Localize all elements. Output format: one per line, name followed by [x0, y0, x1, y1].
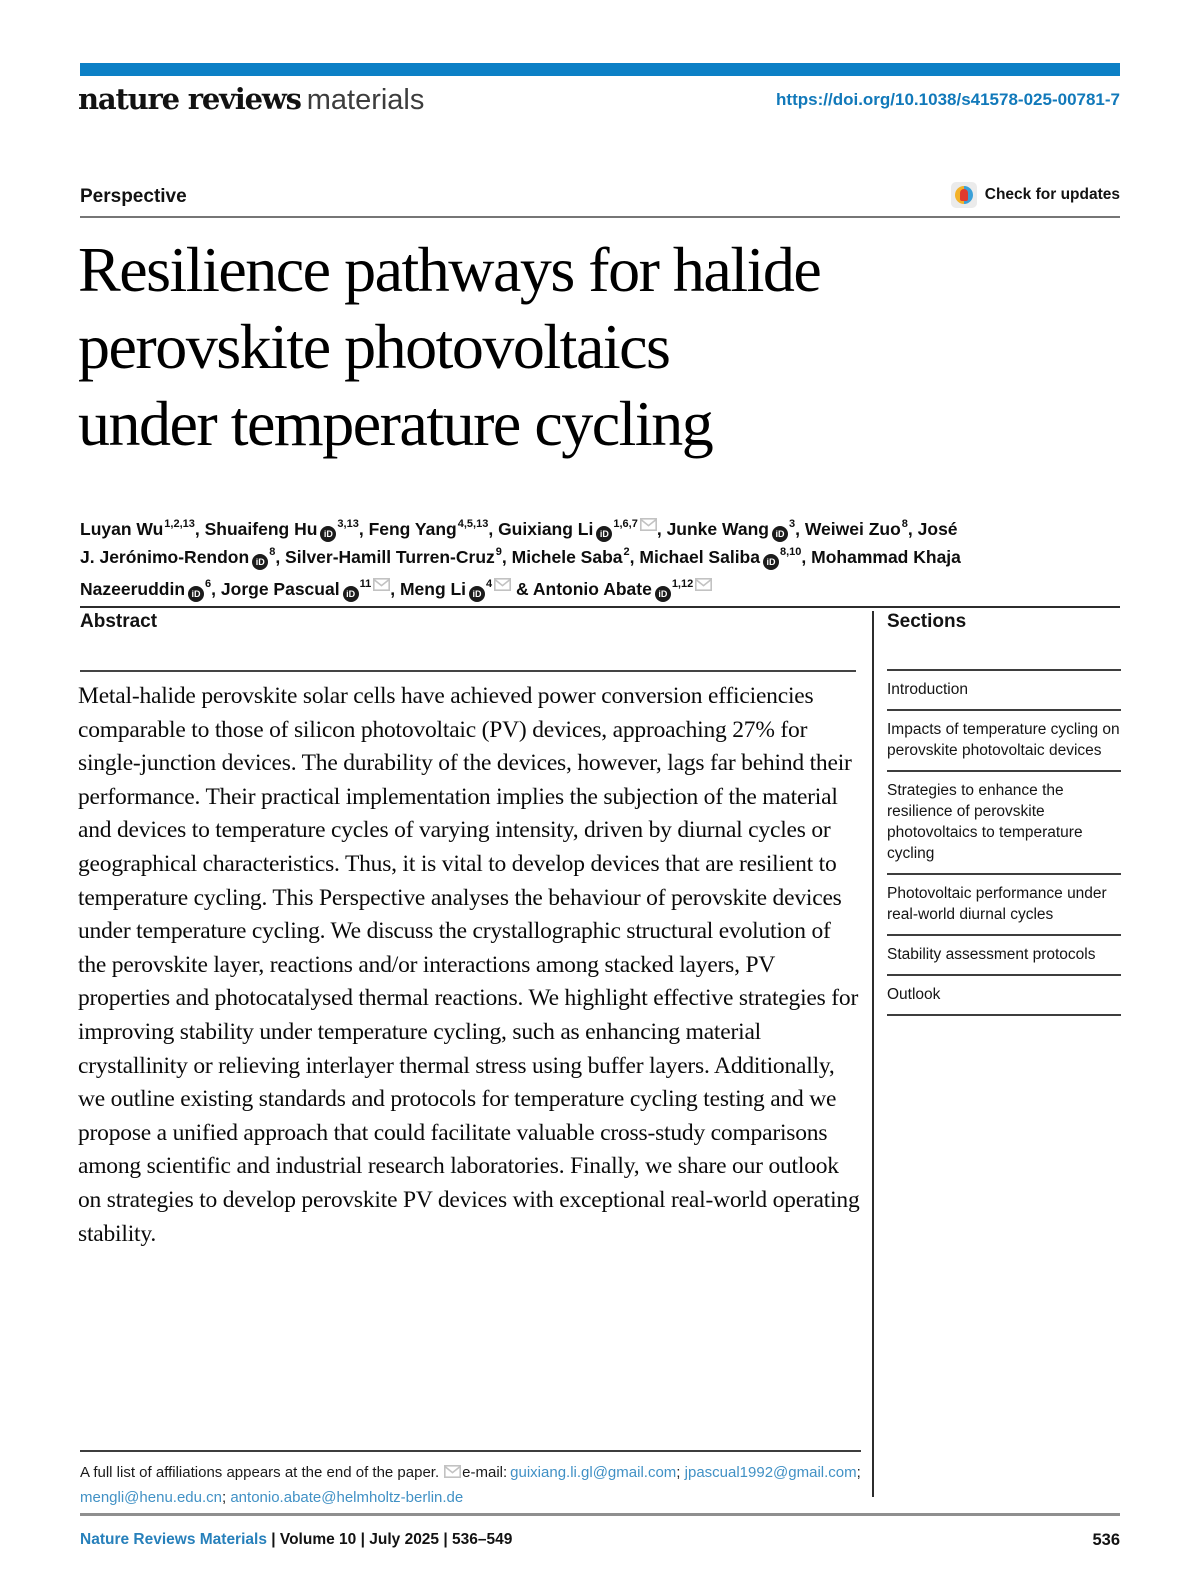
corresponding-email-icon[interactable] [373, 571, 390, 599]
corresponding-email-icon[interactable] [640, 511, 657, 539]
article-title-line-3: under temperature cycling [78, 388, 713, 459]
section-link[interactable]: Outlook [887, 976, 1121, 1016]
orcid-icon[interactable]: iD [655, 586, 671, 602]
orcid-icon[interactable]: iD [320, 526, 336, 542]
check-for-updates-label: Check for updates [984, 186, 1120, 203]
author-affiliation-superscript: 1,6,7 [613, 518, 638, 531]
section-link[interactable]: Photovoltaic performance under real-world diurnal cycles [887, 875, 1121, 936]
brand-color-bar [80, 63, 1120, 76]
author-affiliation-superscript: 9 [495, 546, 502, 559]
author-separator: , [358, 519, 369, 539]
author-affiliation-superscript: 8,10 [779, 546, 802, 559]
section-link[interactable]: Stability assessment protocols [887, 936, 1121, 976]
orcid-icon[interactable]: iD [469, 586, 485, 602]
author-affiliation-superscript: 2 [623, 546, 630, 559]
article-title-line-1: Resilience pathways for halide [78, 234, 821, 305]
author-name: Michele Saba [511, 547, 623, 567]
header-divider [80, 216, 1120, 218]
orcid-icon[interactable]: iD [252, 554, 268, 570]
author-affiliation-superscript: 1,2,13 [164, 518, 195, 531]
author-name: Feng Yang [368, 519, 457, 539]
email-separator: ; [676, 1464, 685, 1481]
column-divider [872, 611, 874, 1497]
author-name: Weiwei Zuo [804, 519, 901, 539]
check-for-updates-button[interactable] [951, 182, 1120, 208]
authors-divider [80, 606, 1120, 608]
affiliations-text: A full list of affiliations appears at the end of the paper. [80, 1464, 440, 1481]
author-name: Shuaifeng Hu [204, 519, 318, 539]
author-affiliation-superscript: 4,5,13 [457, 518, 489, 531]
crossmark-icon [951, 182, 977, 208]
corresponding-email-icon[interactable] [494, 571, 511, 599]
author-name: Antonio Abate [532, 579, 652, 599]
sections-heading: Sections [887, 611, 967, 632]
author-separator: , [801, 547, 812, 567]
page-number: 536 [1092, 1531, 1120, 1549]
footnote-divider [80, 1450, 861, 1452]
crossmark-flame [960, 189, 968, 201]
footer-separator: | [356, 1531, 370, 1548]
author-separator: , [275, 547, 286, 567]
author-separator: , [390, 579, 400, 599]
author-name: Silver-Hamill Turren-Cruz [285, 547, 495, 567]
footer-separator: | [266, 1531, 280, 1548]
footer-separator: | [439, 1531, 453, 1548]
doi-link[interactable]: https://doi.org/10.1038/s41578-025-00781-7 [776, 90, 1120, 109]
footer-meta-part: 536–549 [452, 1531, 513, 1548]
author-list [80, 511, 970, 603]
email-separator: ; [222, 1489, 231, 1506]
author-name: José J. Jerónimo-Rendon [80, 519, 958, 567]
author-affiliation-superscript: 6 [205, 578, 212, 591]
author-name: Luyan Wu [80, 519, 164, 539]
author-affiliation-superscript: 4 [486, 578, 493, 591]
email-icon [444, 1462, 461, 1486]
journal-logo [78, 82, 424, 117]
sections-sidebar [887, 611, 1121, 1016]
author-name: Meng Li [399, 579, 467, 599]
footer-journal-link[interactable]: Nature Reviews Materials [80, 1531, 267, 1548]
email-link[interactable]: jpascual1992@gmail.com [684, 1464, 857, 1481]
journal-logo-materials: materials [306, 84, 425, 116]
abstract-text: Metal-halide perovskite solar cells have achieved power conversion efficiencies comparable to those of silicon photovoltaic (PV) devices, approaching 27% for single-junction devices. The durability of the devices, however, lags far behind their performance. Their practical implementation implies the subjection of the material and devices to temperature cycles of varying intensity, driven by diurnal cycles or geographical characteristics. Thus, it is vital to develop devices that are resilient to temperature cycling. This Perspective analyses the behaviour of perovskite devices under temperature cycling. We discuss the crystallographic structural evolution of the perovskite layer, reactions and/or interactions among stacked layers, PV properties and photocatalysed thermal reactions. We highlight effective strategies for improving stability under temperature cycling, such as enhancing material crystallinity or relieving interlayer thermal stress using buffer layers. Additionally, we outline existing standards and protocols for temperature cycling testing and we propose a unified approach that could facilitate valuable cross-study comparisons among scientific and industrial research laboratories. Finally, we share our outlook on strategies to develop perovskite PV devices with exceptional real-world operating stability. [78, 683, 860, 1247]
author-separator: , [211, 579, 221, 599]
footer-meta-part: July 2025 [369, 1531, 440, 1548]
section-link[interactable]: Introduction [887, 671, 1121, 711]
orcid-icon[interactable]: iD [772, 526, 788, 542]
author-affiliation-superscript: 3 [788, 518, 796, 531]
orcid-icon[interactable]: iD [343, 586, 359, 602]
author-separator: , [488, 519, 499, 539]
author-separator: , [194, 519, 205, 539]
author-affiliation-superscript: 3,13 [337, 518, 359, 531]
orcid-icon[interactable]: iD [188, 586, 204, 602]
author-name: Michael Saliba [639, 547, 760, 567]
footer-citation [80, 1531, 512, 1550]
article-title-line-2: perovskite photovoltaics [78, 311, 670, 382]
orcid-icon[interactable]: iD [596, 526, 612, 542]
corresponding-email-icon[interactable] [695, 571, 712, 599]
article-type-label: Perspective [80, 186, 187, 207]
author-separator: , [629, 547, 640, 567]
footer-meta-part: Volume 10 [279, 1531, 357, 1548]
article-title [78, 231, 1058, 462]
email-label: e-mail: [462, 1464, 508, 1481]
author-separator: , [656, 519, 667, 539]
author-separator: , [907, 519, 918, 539]
author-separator: & [511, 579, 533, 599]
email-link[interactable]: mengli@henu.edu.cn [80, 1489, 222, 1506]
footer-meta [267, 1531, 512, 1548]
page-footer [80, 1531, 1120, 1550]
author-affiliation-superscript: 1,12 [671, 578, 694, 591]
author-separator: , [795, 519, 805, 539]
email-link[interactable]: antonio.abate@helmholtz-berlin.de [230, 1489, 464, 1506]
sections-list [887, 669, 1121, 1016]
footer-divider [80, 1513, 1120, 1516]
author-affiliation-superscript: 8 [901, 518, 908, 531]
author-separator: , [501, 547, 512, 567]
abstract-heading: Abstract [80, 611, 158, 632]
author-name: Jorge Pascual [220, 579, 340, 599]
section-link[interactable]: Impacts of temperature cycling on perovskite photovoltaic devices [887, 711, 1121, 772]
journal-logo-nature-reviews: nature reviews [78, 82, 301, 116]
orcid-icon[interactable]: iD [763, 554, 779, 570]
email-separator: ; [856, 1464, 861, 1481]
abstract-divider [80, 670, 856, 672]
affiliations-note [80, 1461, 872, 1510]
section-link[interactable]: Strategies to enhance the resilience of perovskite photovoltaics to temperature cycling [887, 772, 1121, 875]
author-affiliation-superscript: 11 [359, 578, 372, 591]
author-affiliation-superscript: 8 [269, 546, 276, 559]
author-name: Mohammad Khaja Nazeeruddin [80, 547, 961, 599]
author-name: Junke Wang [666, 519, 769, 539]
author-name: Guixiang Li [498, 519, 594, 539]
email-link[interactable]: guixiang.li.gl@gmail.com [510, 1464, 677, 1481]
